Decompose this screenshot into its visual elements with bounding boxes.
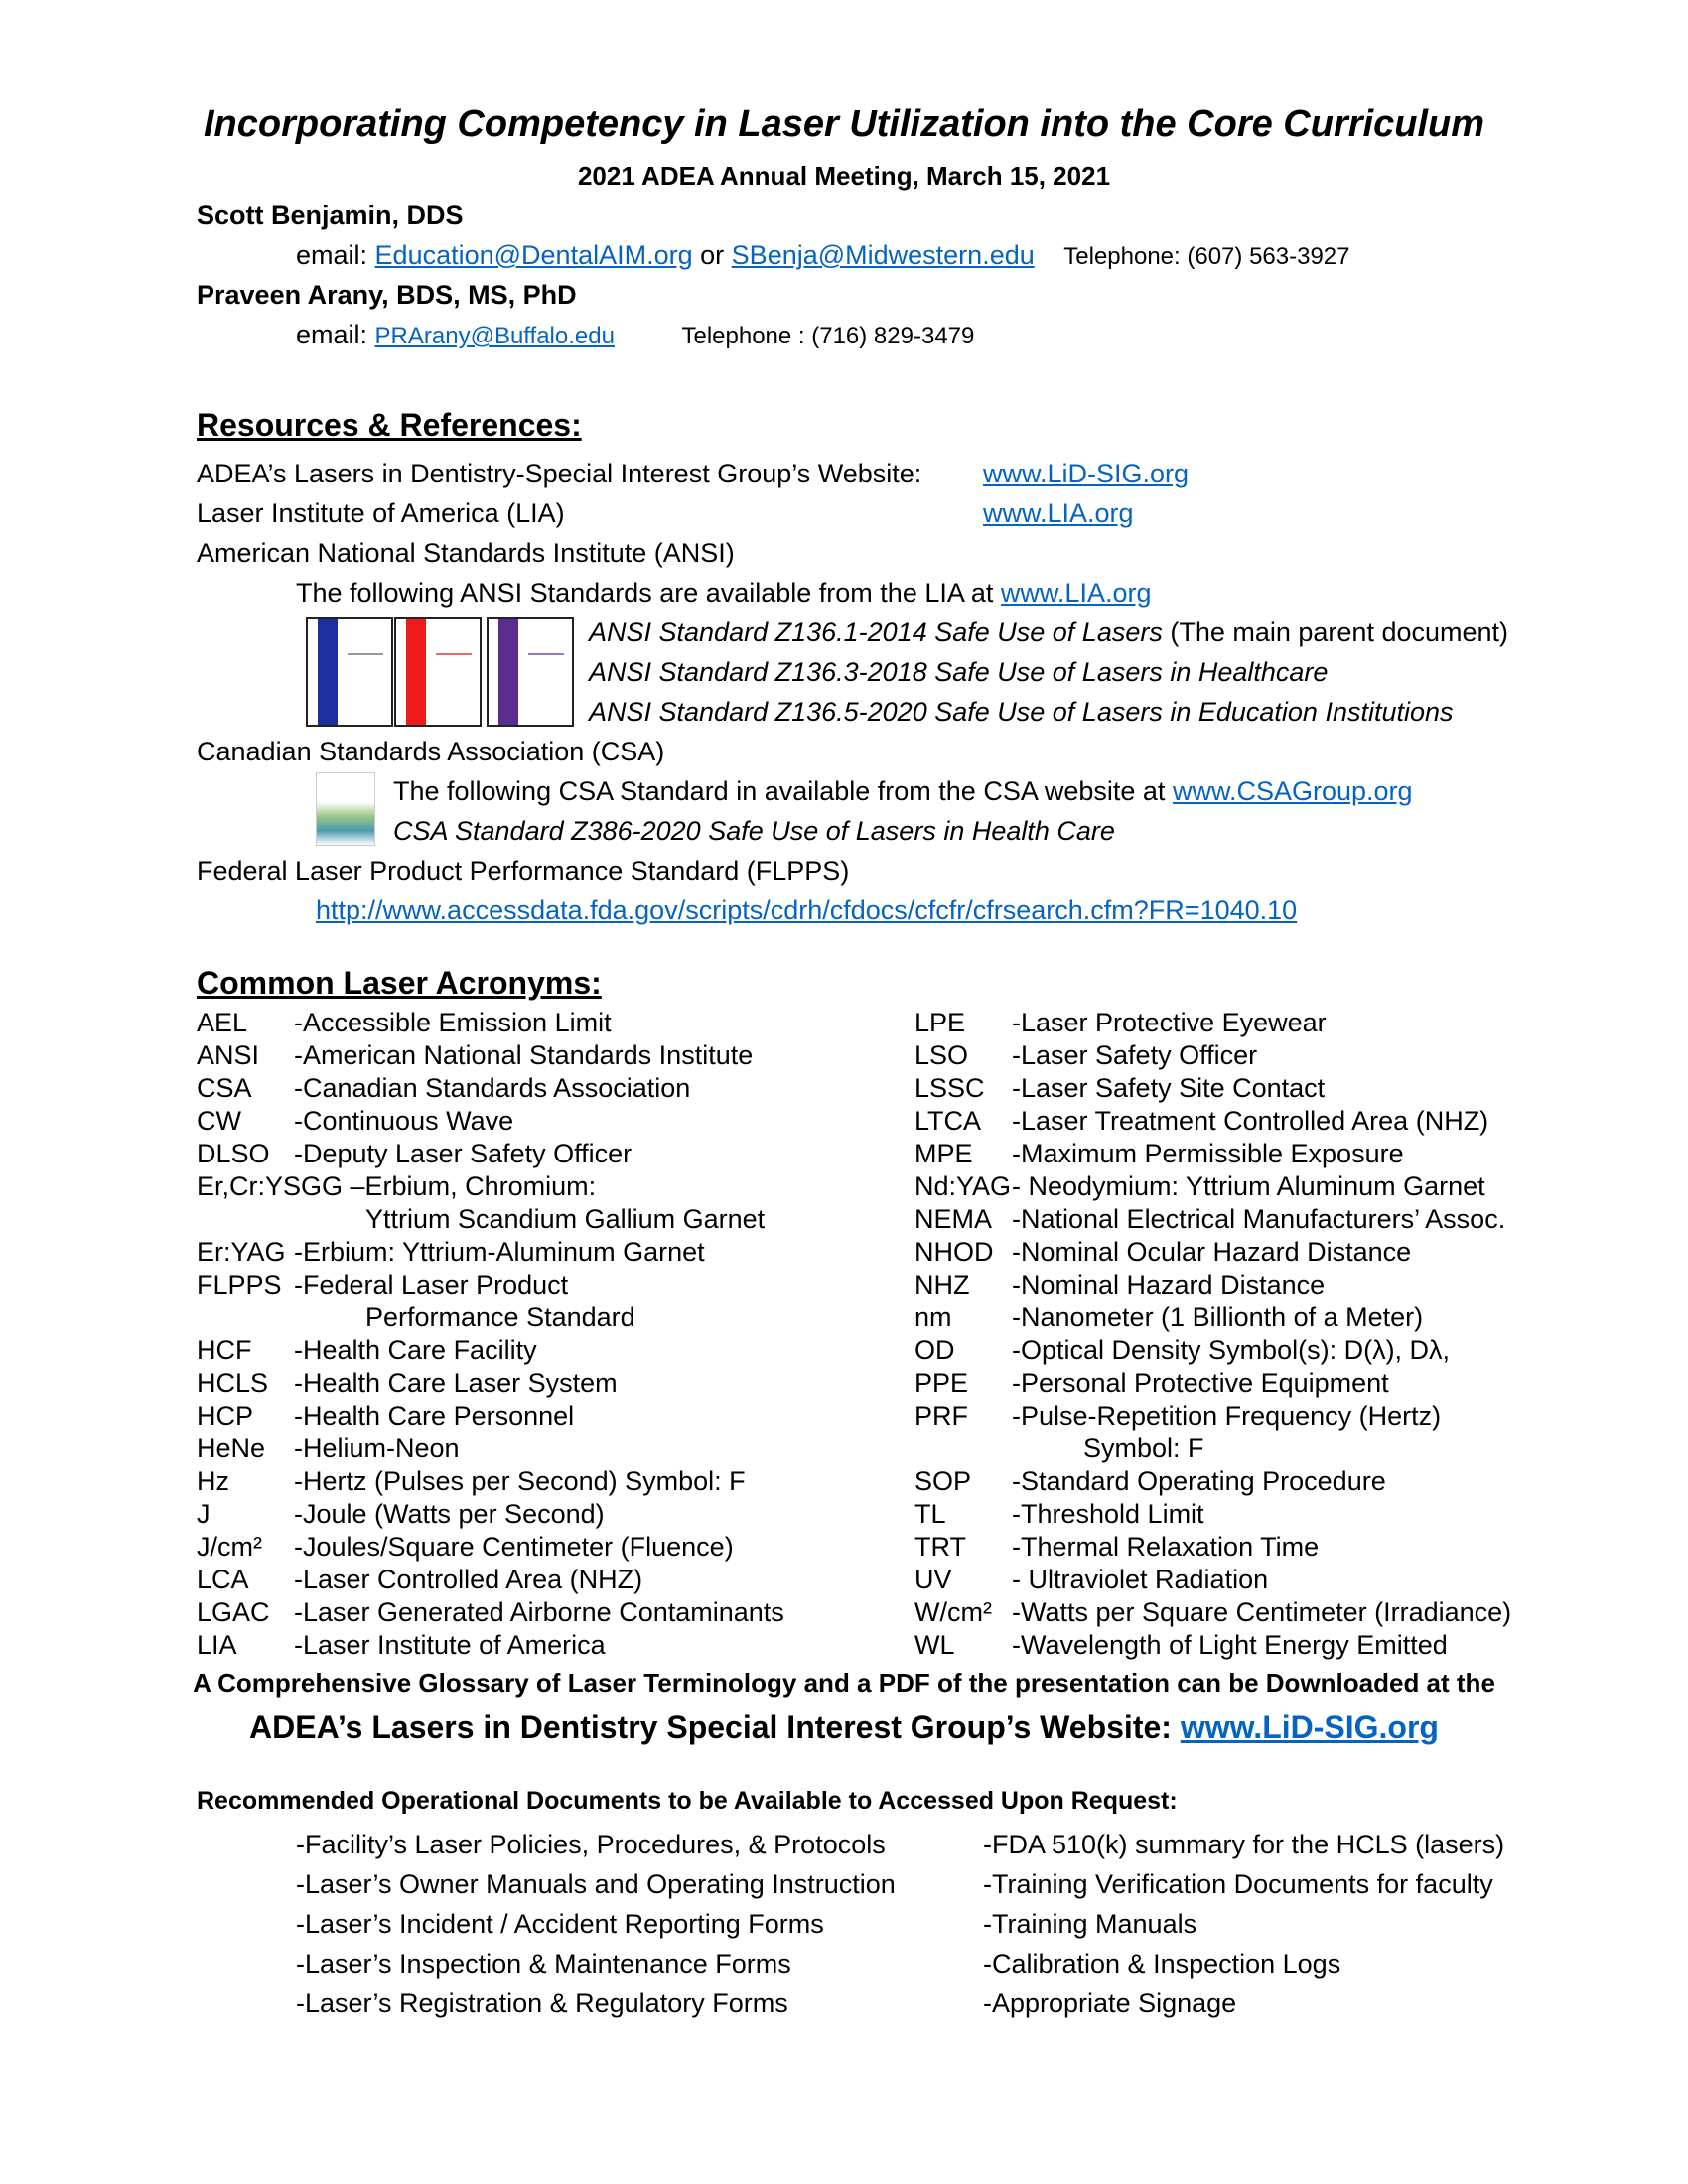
acronym-term: HeNe bbox=[197, 1433, 266, 1463]
author-2-contact bbox=[296, 318, 974, 353]
ansi-z136-3-cover-image bbox=[394, 617, 482, 727]
acronym-row bbox=[914, 1170, 1511, 1203]
documents-list-right bbox=[983, 1825, 1504, 2023]
acronym-row bbox=[197, 1367, 784, 1400]
acronym-row bbox=[197, 1170, 784, 1203]
acronym-term: NHOD bbox=[914, 1237, 994, 1267]
acronym-term: LSSC bbox=[914, 1073, 985, 1103]
acronym-term: PPE bbox=[914, 1368, 969, 1398]
acronym-term: Er:YAG bbox=[197, 1237, 286, 1267]
acronym-definition: -Deputy Laser Safety Officer bbox=[294, 1139, 633, 1168]
ansi-lia-link[interactable]: www.LIA.org bbox=[1000, 578, 1152, 608]
ansi-z136-5-cover-image bbox=[487, 617, 574, 727]
acronym-row bbox=[914, 1498, 1511, 1531]
acronym-term: TL bbox=[914, 1499, 946, 1529]
glossary-website-line bbox=[0, 1709, 1688, 1746]
acronym-row bbox=[914, 1564, 1511, 1596]
email-label: email: bbox=[296, 320, 368, 349]
flpps-link[interactable]: http://www.accessdata.fda.gov/scripts/cdrh/cfdocs/cfcfr/cfrsearch.cfm?FR=1040.10 bbox=[316, 895, 1298, 925]
document-item: -Laser’s Registration & Regulatory Forms bbox=[296, 1988, 788, 2018]
ansi-standard-1 bbox=[589, 615, 1508, 649]
acronym-row bbox=[914, 1105, 1511, 1138]
acronym-row bbox=[914, 1138, 1511, 1170]
acronym-definition: -Continuous Wave bbox=[294, 1106, 514, 1136]
csa-intro bbox=[393, 774, 1413, 808]
acronym-term: HCLS bbox=[197, 1368, 269, 1398]
documents-list-left bbox=[296, 1825, 896, 2023]
acronym-row bbox=[914, 1596, 1511, 1629]
phone-text: Telephone: (607) 563-3927 bbox=[1063, 243, 1350, 270]
ansi-intro bbox=[296, 576, 1151, 610]
acronym-row bbox=[197, 1138, 784, 1170]
lid-sig-link[interactable]: www.LiD-SIG.org bbox=[983, 459, 1190, 488]
acronym-row bbox=[914, 1334, 1511, 1367]
acronym-definition: -Health Care Laser System bbox=[294, 1368, 618, 1398]
acronym-row bbox=[197, 1007, 784, 1039]
meeting-subtitle: 2021 ADEA Annual Meeting, March 15, 2021 bbox=[577, 161, 1111, 191]
acronym-term: HCF bbox=[197, 1335, 252, 1365]
glossary-website-text: ADEA’s Lasers in Dentistry Special Interest Group’s Website: bbox=[249, 1709, 1181, 1745]
acronym-definition: -Watts per Square Centimeter (Irradiance) bbox=[1012, 1597, 1512, 1627]
email-label: email: bbox=[296, 240, 368, 270]
acronym-row bbox=[914, 1203, 1511, 1236]
acronym-definition: -Hertz (Pulses per Second) Symbol: F bbox=[294, 1466, 746, 1496]
acronym-row bbox=[197, 1596, 784, 1629]
acronym-term: LCA bbox=[197, 1565, 249, 1594]
ansi-label: American National Standards Institute (ANSI) bbox=[197, 538, 735, 568]
acronym-term: SOP bbox=[914, 1466, 972, 1496]
acronym-definition: Yttrium Scandium Gallium Garnet bbox=[365, 1204, 766, 1234]
acronym-definition: -Laser Safety Site Contact bbox=[1012, 1073, 1326, 1103]
acronym-row bbox=[197, 1269, 784, 1301]
acronym-row bbox=[914, 1531, 1511, 1564]
acronym-row bbox=[197, 1531, 784, 1564]
acronym-definition: -American National Standards Institute bbox=[294, 1040, 754, 1070]
ansi-standard-3: ANSI Standard Z136.5-2020 Safe Use of Lasers in Education Institutions bbox=[589, 697, 1454, 727]
or-text: or bbox=[700, 240, 725, 270]
author-2-name: Praveen Arany, BDS, MS, PhD bbox=[197, 280, 577, 310]
acronym-term: AEL bbox=[197, 1008, 248, 1037]
resources-heading: Resources & References: bbox=[197, 407, 582, 443]
ansi-z136-1-cover-image bbox=[306, 617, 393, 727]
acronym-definition: -Laser Controlled Area (NHZ) bbox=[294, 1565, 643, 1594]
acronym-term: DLSO bbox=[197, 1139, 270, 1168]
acronym-definition: -Laser Treatment Controlled Area (NHZ) bbox=[1012, 1106, 1489, 1136]
acronym-definition: -Erbium: Yttrium-Aluminum Garnet bbox=[294, 1237, 705, 1267]
glossary-lid-sig-link[interactable]: www.LiD-SIG.org bbox=[1180, 1709, 1439, 1745]
acronym-row bbox=[197, 1400, 784, 1433]
acronym-term: LGAC bbox=[197, 1597, 270, 1627]
acronym-definition: -Health Care Personnel bbox=[294, 1401, 575, 1431]
acronym-row bbox=[197, 1629, 784, 1662]
acronym-term: J bbox=[197, 1499, 211, 1529]
author-1-contact bbox=[296, 238, 1350, 274]
email-link-sbenja[interactable]: SBenja@Midwestern.edu bbox=[731, 240, 1035, 270]
standard-title: ANSI Standard Z136.1-2014 Safe Use of Lasers bbox=[589, 617, 1163, 647]
acronym-term: LPE bbox=[914, 1008, 966, 1037]
acronym-definition: -Laser Institute of America bbox=[294, 1630, 606, 1660]
glossary-line: A Comprehensive Glossary of Laser Terminology and a PDF of the presentation can be Downloaded at the bbox=[193, 1668, 1495, 1698]
acronym-row bbox=[197, 1039, 784, 1072]
acronym-term: WL bbox=[914, 1630, 955, 1660]
acronym-term: LSO bbox=[914, 1040, 969, 1070]
acronym-definition: -Health Care Facility bbox=[294, 1335, 537, 1365]
acronym-row bbox=[914, 1039, 1511, 1072]
acronym-row bbox=[914, 1465, 1511, 1498]
acronym-term: LTCA bbox=[914, 1106, 982, 1136]
acronym-term: NEMA bbox=[914, 1204, 993, 1234]
acronym-definition: -Laser Protective Eyewear bbox=[1012, 1008, 1327, 1037]
acronym-list-left bbox=[197, 1007, 784, 1662]
document-item: -Training Verification Documents for faculty bbox=[983, 1869, 1493, 1899]
acronym-definition: -Nanometer (1 Billionth of a Meter) bbox=[1012, 1302, 1424, 1332]
acronym-definition: - Neodymium: Yttrium Aluminum Garnet bbox=[1012, 1171, 1485, 1201]
csa-label: Canadian Standards Association (CSA) bbox=[197, 737, 665, 766]
acronym-term: FLPPS bbox=[197, 1270, 282, 1299]
acronym-term: CW bbox=[197, 1106, 241, 1136]
document-item: -Laser’s Inspection & Maintenance Forms bbox=[296, 1949, 791, 1979]
acronym-row bbox=[197, 1105, 784, 1138]
acronym-definition: -Nominal Ocular Hazard Distance bbox=[1012, 1237, 1412, 1267]
document-item: -Appropriate Signage bbox=[983, 1988, 1237, 2018]
acronym-term: Hz bbox=[197, 1466, 229, 1496]
acronym-row bbox=[197, 1433, 784, 1465]
acronym-row bbox=[197, 1465, 784, 1498]
csa-standard-cover-image bbox=[316, 772, 375, 846]
acronym-definition: -Canadian Standards Association bbox=[294, 1073, 691, 1103]
acronym-definition: -Joules/Square Centimeter (Fluence) bbox=[294, 1532, 734, 1562]
phone-text: Telephone : (716) 829-3479 bbox=[681, 323, 975, 349]
acronym-term: Er,Cr:YSGG –Erbium, Chromium: bbox=[197, 1171, 597, 1201]
acronym-definition: -Standard Operating Procedure bbox=[1012, 1466, 1386, 1496]
acronym-definition: -Threshold Limit bbox=[1012, 1499, 1204, 1529]
page-title: Incorporating Competency in Laser Utilization into the Core Curriculum bbox=[203, 103, 1484, 145]
acronym-definition: -Maximum Permissible Exposure bbox=[1012, 1139, 1404, 1168]
lia-link[interactable]: www.LIA.org bbox=[983, 498, 1134, 528]
acronym-definition: -Personal Protective Equipment bbox=[1012, 1368, 1389, 1398]
acronym-definition: -National Electrical Manufacturers’ Assoc. bbox=[1012, 1204, 1506, 1234]
document-item: -Laser’s Incident / Accident Reporting Forms bbox=[296, 1909, 824, 1939]
csa-intro-text: The following CSA Standard in available from the CSA website at bbox=[393, 776, 1166, 806]
acronym-term: Nd:YAG bbox=[914, 1171, 1012, 1201]
acronym-row bbox=[197, 1564, 784, 1596]
acronym-row bbox=[914, 1072, 1511, 1105]
acronym-row bbox=[914, 1236, 1511, 1269]
acronym-term: LIA bbox=[197, 1630, 237, 1660]
acronym-definition: -Optical Density Symbol(s): D(λ), Dλ, bbox=[1012, 1335, 1451, 1365]
acronym-row bbox=[197, 1203, 784, 1236]
acronym-term: W/cm² bbox=[914, 1597, 992, 1627]
document-item: -Calibration & Inspection Logs bbox=[983, 1949, 1341, 1979]
lia-label: Laser Institute of America (LIA) bbox=[197, 498, 565, 528]
acronym-term: nm bbox=[914, 1302, 952, 1332]
document-item: -FDA 510(k) summary for the HCLS (lasers) bbox=[983, 1830, 1505, 1859]
document-item: -Laser’s Owner Manuals and Operating Instruction bbox=[296, 1869, 896, 1899]
acronym-term: OD bbox=[914, 1335, 955, 1365]
document-item: -Facility’s Laser Policies, Procedures, & Protocols bbox=[296, 1830, 886, 1859]
acronym-term: TRT bbox=[914, 1532, 966, 1562]
acronym-definition: -Pulse-Repetition Frequency (Hertz) bbox=[1012, 1401, 1442, 1431]
acronym-row bbox=[197, 1072, 784, 1105]
ansi-standard-2: ANSI Standard Z136.3-2018 Safe Use of Lasers in Healthcare bbox=[589, 657, 1329, 687]
acronym-row bbox=[914, 1433, 1511, 1465]
flpps-label: Federal Laser Product Performance Standard (FLPPS) bbox=[197, 856, 850, 886]
acronym-term: NHZ bbox=[914, 1270, 970, 1299]
acronyms-heading: Common Laser Acronyms: bbox=[197, 965, 602, 1001]
acronym-row bbox=[914, 1269, 1511, 1301]
acronym-row bbox=[914, 1367, 1511, 1400]
acronym-term: CSA bbox=[197, 1073, 252, 1103]
acronym-definition: -Accessible Emission Limit bbox=[294, 1008, 612, 1037]
standard-note: (The main parent document) bbox=[1162, 617, 1509, 647]
acronym-term: MPE bbox=[914, 1139, 973, 1168]
acronym-definition: Performance Standard bbox=[365, 1302, 635, 1332]
acronym-row bbox=[914, 1007, 1511, 1039]
acronym-term: UV bbox=[914, 1565, 952, 1594]
email-link-prarany[interactable]: PRArany@Buffalo.edu bbox=[374, 323, 615, 349]
lid-sig-label: ADEA’s Lasers in Dentistry-Special Interest Group’s Website: bbox=[197, 459, 922, 488]
acronym-definition: -Federal Laser Product bbox=[294, 1270, 569, 1299]
acronym-definition: -Helium-Neon bbox=[294, 1433, 460, 1463]
acronym-definition: -Joule (Watts per Second) bbox=[294, 1499, 605, 1529]
author-1-name: Scott Benjamin, DDS bbox=[197, 201, 464, 230]
acronym-definition: -Laser Generated Airborne Contaminants bbox=[294, 1597, 784, 1627]
acronym-definition: Symbol: F bbox=[1083, 1433, 1204, 1463]
acronym-definition: -Nominal Hazard Distance bbox=[1012, 1270, 1326, 1299]
acronym-row bbox=[197, 1301, 784, 1334]
acronym-row bbox=[914, 1629, 1511, 1662]
acronym-term: HCP bbox=[197, 1401, 254, 1431]
csa-group-link[interactable]: www.CSAGroup.org bbox=[1172, 776, 1413, 806]
acronym-definition: -Wavelength of Light Energy Emitted bbox=[1012, 1630, 1448, 1660]
ansi-intro-text: The following ANSI Standards are available from the LIA at bbox=[296, 578, 994, 608]
documents-heading: Recommended Operational Documents to be Available to Accessed Upon Request: bbox=[197, 1787, 1178, 1815]
acronym-definition: -Laser Safety Officer bbox=[1012, 1040, 1258, 1070]
acronym-row bbox=[197, 1334, 784, 1367]
acronym-term: PRF bbox=[914, 1401, 968, 1431]
acronym-term: J/cm² bbox=[197, 1532, 262, 1562]
acronym-list-right bbox=[914, 1007, 1511, 1662]
acronym-row bbox=[197, 1236, 784, 1269]
csa-standard: CSA Standard Z386-2020 Safe Use of Lasers in Health Care bbox=[393, 816, 1115, 846]
acronym-row bbox=[197, 1498, 784, 1531]
acronym-row bbox=[914, 1400, 1511, 1433]
acronym-definition: -Thermal Relaxation Time bbox=[1012, 1532, 1320, 1562]
email-link-education[interactable]: Education@DentalAIM.org bbox=[374, 240, 693, 270]
acronym-term: ANSI bbox=[197, 1040, 260, 1070]
acronym-definition: - Ultraviolet Radiation bbox=[1012, 1565, 1269, 1594]
document-item: -Training Manuals bbox=[983, 1909, 1197, 1939]
acronym-row bbox=[914, 1301, 1511, 1334]
